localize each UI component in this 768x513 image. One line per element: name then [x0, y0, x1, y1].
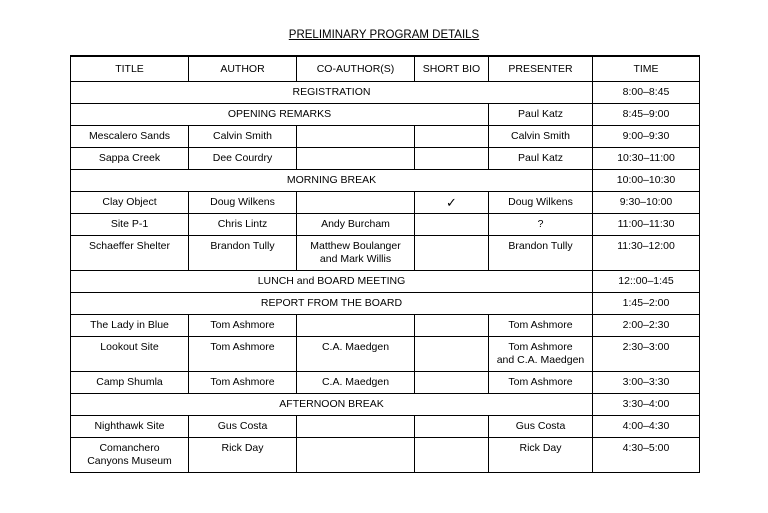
title-cell: Sappa Creek: [71, 148, 189, 170]
session-label: LUNCH and BOARD MEETING: [71, 271, 593, 293]
short-bio-cell: [415, 416, 489, 438]
author-cell: Calvin Smith: [189, 126, 297, 148]
title-cell: Schaeffer Shelter: [71, 236, 189, 271]
time-cell: 2:00–2:30: [593, 315, 700, 337]
table-row: [71, 416, 700, 438]
coauthors-cell-line: and Mark Willis: [319, 253, 392, 265]
presenter-cell: Gus Costa: [489, 416, 593, 438]
time-cell: 10:30–11:00: [593, 148, 700, 170]
table-row: [71, 337, 700, 372]
time-cell: 12::00–1:45: [593, 271, 700, 293]
session-label: MORNING BREAK: [71, 170, 593, 192]
time-cell: 9:00–9:30: [593, 126, 700, 148]
presenter-cell-line: Tom Ashmore: [508, 341, 573, 353]
program-body: [71, 82, 700, 473]
header-row: [71, 56, 700, 82]
author-cell: Tom Ashmore: [189, 315, 297, 337]
author-cell: Brandon Tully: [189, 236, 297, 271]
author-cell: Dee Courdry: [189, 148, 297, 170]
time-cell: 11:30–12:00: [593, 236, 700, 271]
author-cell: Tom Ashmore: [189, 337, 297, 372]
short-bio-cell: [415, 372, 489, 394]
header-presenter: PRESENTER: [489, 56, 593, 82]
session-row: [71, 82, 700, 104]
time-cell: 4:30–5:00: [593, 438, 700, 473]
title-cell-line: Canyons Museum: [87, 455, 172, 467]
table-row: [71, 126, 700, 148]
time-cell: 2:30–3:00: [593, 337, 700, 372]
table-row: [71, 192, 700, 214]
short-bio-cell: ✓: [415, 192, 489, 214]
time-cell: 3:30–4:00: [593, 394, 700, 416]
coauthors-cell: [297, 438, 415, 473]
title-cell: Camp Shumla: [71, 372, 189, 394]
session-label: OPENING REMARKS: [71, 104, 489, 126]
header-author: AUTHOR: [189, 56, 297, 82]
coauthors-cell: [297, 126, 415, 148]
header-coauthors: CO-AUTHOR(S): [297, 56, 415, 82]
header-short-bio: SHORT BIO: [415, 56, 489, 82]
header-title: TITLE: [71, 56, 189, 82]
title-cell-line: Comanchero: [99, 442, 160, 454]
short-bio-cell: [415, 337, 489, 372]
title-cell: [71, 438, 189, 473]
coauthors-cell: [297, 236, 415, 271]
session-row: [71, 394, 700, 416]
time-cell: 8:00–8:45: [593, 82, 700, 104]
session-row: [71, 293, 700, 315]
session-label: REGISTRATION: [71, 82, 593, 104]
document-title: PRELIMINARY PROGRAM DETAILS: [288, 29, 480, 41]
title-cell: Lookout Site: [71, 337, 189, 372]
time-cell: 11:00–11:30: [593, 214, 700, 236]
presenter-cell: Brandon Tully: [489, 236, 593, 271]
table-row: [71, 236, 700, 271]
coauthors-cell: [297, 315, 415, 337]
author-cell: Tom Ashmore: [189, 372, 297, 394]
presenter-cell-line: and C.A. Maedgen: [496, 354, 585, 366]
presenter-cell: Calvin Smith: [489, 126, 593, 148]
session-row: [71, 271, 700, 293]
title-cell: Site P-1: [71, 214, 189, 236]
time-cell: 9:30–10:00: [593, 192, 700, 214]
session-label: AFTERNOON BREAK: [71, 394, 593, 416]
coauthors-cell: [297, 192, 415, 214]
author-cell: Chris Lintz: [189, 214, 297, 236]
session-row: [71, 104, 700, 126]
time-cell: 10:00–10:30: [593, 170, 700, 192]
coauthors-cell: C.A. Maedgen: [297, 337, 415, 372]
coauthors-cell-line: Matthew Boulanger: [310, 240, 401, 252]
short-bio-cell: [415, 438, 489, 473]
title-cell: Nighthawk Site: [71, 416, 189, 438]
session-label: REPORT FROM THE BOARD: [71, 293, 593, 315]
short-bio-cell: [415, 214, 489, 236]
header-time: TIME: [593, 56, 700, 82]
session-row: [71, 170, 700, 192]
title-cell: The Lady in Blue: [71, 315, 189, 337]
presenter-cell: Doug Wilkens: [489, 192, 593, 214]
short-bio-cell: [415, 126, 489, 148]
presenter-cell: Paul Katz: [489, 104, 593, 126]
author-cell: Doug Wilkens: [189, 192, 297, 214]
table-row: [71, 438, 700, 473]
time-cell: 4:00–4:30: [593, 416, 700, 438]
time-cell: 3:00–3:30: [593, 372, 700, 394]
coauthors-cell: [297, 416, 415, 438]
table-row: [71, 214, 700, 236]
time-cell: 1:45–2:00: [593, 293, 700, 315]
coauthors-cell: C.A. Maedgen: [297, 372, 415, 394]
presenter-cell: ?: [489, 214, 593, 236]
table-row: [71, 148, 700, 170]
presenter-cell: Tom Ashmore: [489, 372, 593, 394]
time-cell: 8:45–9:00: [593, 104, 700, 126]
short-bio-cell: [415, 148, 489, 170]
short-bio-cell: [415, 315, 489, 337]
author-cell: Rick Day: [189, 438, 297, 473]
program-table: [70, 55, 700, 473]
table-row: [71, 315, 700, 337]
coauthors-cell: Andy Burcham: [297, 214, 415, 236]
table-row: [71, 372, 700, 394]
short-bio-cell: [415, 236, 489, 271]
coauthors-cell: [297, 148, 415, 170]
title-cell: Mescalero Sands: [71, 126, 189, 148]
author-cell: Gus Costa: [189, 416, 297, 438]
presenter-cell: Paul Katz: [489, 148, 593, 170]
presenter-cell: [489, 337, 593, 372]
presenter-cell: Tom Ashmore: [489, 315, 593, 337]
title-cell: Clay Object: [71, 192, 189, 214]
presenter-cell: Rick Day: [489, 438, 593, 473]
